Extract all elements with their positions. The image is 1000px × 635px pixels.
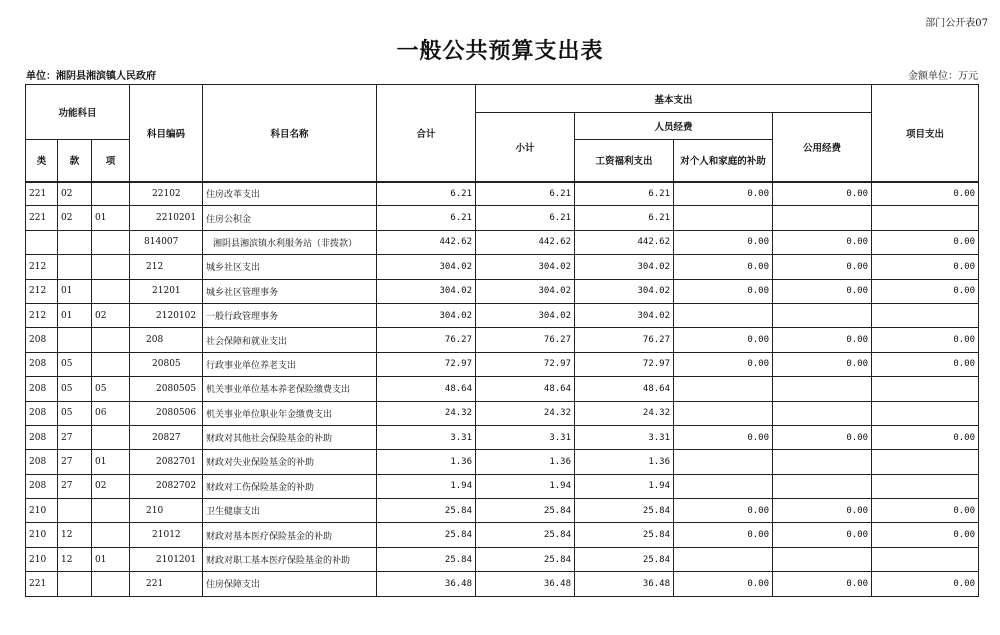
cell-individual	[674, 206, 773, 230]
cell-public	[773, 206, 872, 230]
cell-salary: 1.94	[575, 474, 674, 498]
cell-salary: 25.84	[575, 547, 674, 571]
cell-salary: 304.02	[575, 255, 674, 279]
cell-public: 0.00	[773, 425, 872, 449]
cell-code: 2080506	[130, 401, 203, 425]
cell-xiang	[92, 572, 130, 596]
cell-lei: 208	[26, 425, 58, 449]
cell-code: 2120102	[130, 303, 203, 327]
cell-total: 24.32	[377, 401, 476, 425]
cell-name: 一般行政管理事务	[203, 303, 377, 327]
cell-individual: 0.00	[674, 499, 773, 523]
cell-subtotal: 6.21	[476, 206, 575, 230]
table-row	[26, 377, 979, 401]
page-title: 一般公共预算支出表	[396, 38, 604, 64]
cell-salary: 304.02	[575, 303, 674, 327]
cell-project: 0.00	[872, 523, 979, 547]
cell-name: 财政对工伤保险基金的补助	[203, 474, 377, 498]
cell-total: 72.97	[377, 352, 476, 376]
cell-xiang	[92, 255, 130, 279]
cell-lei: 210	[26, 499, 58, 523]
cell-salary: 6.21	[575, 182, 674, 206]
cell-salary: 1.36	[575, 450, 674, 474]
cell-salary: 304.02	[575, 279, 674, 303]
cell-total: 1.36	[377, 450, 476, 474]
cell-public: 0.00	[773, 328, 872, 352]
cell-subtotal: 304.02	[476, 255, 575, 279]
cell-project	[872, 450, 979, 474]
header-total: 合计	[377, 85, 476, 182]
cell-subtotal: 48.64	[476, 377, 575, 401]
cell-public	[773, 401, 872, 425]
cell-code: 20805	[130, 352, 203, 376]
cell-kuan: 02	[58, 206, 92, 230]
cell-public: 0.00	[773, 352, 872, 376]
cell-code: 21012	[130, 523, 203, 547]
cell-xiang	[92, 328, 130, 352]
cell-xiang: 01	[92, 450, 130, 474]
cell-name: 湘阴县湘滨镇水利服务站（非拨款）	[203, 230, 377, 254]
cell-kuan: 12	[58, 547, 92, 571]
header-personnel: 人员经费	[575, 113, 773, 140]
cell-public: 0.00	[773, 230, 872, 254]
cell-name: 机关事业单位基本养老保险缴费支出	[203, 377, 377, 401]
cell-total: 3.31	[377, 425, 476, 449]
cell-total: 304.02	[377, 303, 476, 327]
cell-xiang	[92, 230, 130, 254]
table-row	[26, 572, 979, 596]
cell-individual	[674, 474, 773, 498]
cell-kuan: 02	[58, 182, 92, 206]
cell-total: 25.84	[377, 523, 476, 547]
cell-code: 210	[130, 499, 203, 523]
cell-name: 财政对基本医疗保险基金的补助	[203, 523, 377, 547]
unit-label: 单位：湘阴县湘滨镇人民政府	[26, 71, 156, 82]
cell-kuan: 27	[58, 450, 92, 474]
budget-table	[25, 84, 979, 597]
cell-public: 0.00	[773, 255, 872, 279]
cell-salary: 76.27	[575, 328, 674, 352]
cell-total: 6.21	[377, 182, 476, 206]
cell-kuan: 05	[58, 401, 92, 425]
cell-project	[872, 401, 979, 425]
cell-name: 住房保障支出	[203, 572, 377, 596]
table-row	[26, 255, 979, 279]
cell-public: 0.00	[773, 182, 872, 206]
cell-code: 814007	[130, 230, 203, 254]
table-row	[26, 499, 979, 523]
cell-code: 2082701	[130, 450, 203, 474]
table-row	[26, 206, 979, 230]
header-code: 科目编码	[130, 85, 203, 182]
cell-salary: 3.31	[575, 425, 674, 449]
cell-salary: 25.84	[575, 523, 674, 547]
cell-salary: 6.21	[575, 206, 674, 230]
cell-project: 0.00	[872, 230, 979, 254]
table-row	[26, 303, 979, 327]
cell-individual: 0.00	[674, 352, 773, 376]
table-row	[26, 230, 979, 254]
cell-code: 21201	[130, 279, 203, 303]
cell-kuan: 05	[58, 352, 92, 376]
cell-name: 行政事业单位养老支出	[203, 352, 377, 376]
cell-subtotal: 72.97	[476, 352, 575, 376]
cell-xiang	[92, 182, 130, 206]
cell-lei: 210	[26, 547, 58, 571]
cell-individual: 0.00	[674, 328, 773, 352]
cell-total: 76.27	[377, 328, 476, 352]
table-row	[26, 182, 979, 206]
cell-lei: 208	[26, 401, 58, 425]
cell-lei: 210	[26, 523, 58, 547]
cell-salary: 72.97	[575, 352, 674, 376]
cell-name: 住房公积金	[203, 206, 377, 230]
table-row	[26, 352, 979, 376]
cell-project: 0.00	[872, 572, 979, 596]
cell-total: 6.21	[377, 206, 476, 230]
cell-subtotal: 304.02	[476, 303, 575, 327]
cell-kuan: 27	[58, 474, 92, 498]
cell-total: 304.02	[377, 279, 476, 303]
cell-name: 财政对失业保险基金的补助	[203, 450, 377, 474]
cell-subtotal: 24.32	[476, 401, 575, 425]
cell-xiang	[92, 523, 130, 547]
cell-lei: 212	[26, 303, 58, 327]
cell-individual	[674, 450, 773, 474]
cell-public	[773, 474, 872, 498]
cell-xiang: 01	[92, 547, 130, 571]
cell-xiang	[92, 499, 130, 523]
cell-code: 208	[130, 328, 203, 352]
cell-xiang: 02	[92, 303, 130, 327]
cell-individual: 0.00	[674, 255, 773, 279]
cell-public	[773, 547, 872, 571]
cell-xiang	[92, 425, 130, 449]
cell-xiang: 05	[92, 377, 130, 401]
cell-individual	[674, 303, 773, 327]
cell-code: 2210201	[130, 206, 203, 230]
cell-total: 36.48	[377, 572, 476, 596]
header-public: 公用经费	[773, 113, 872, 182]
cell-code: 2080505	[130, 377, 203, 401]
header-functional-subject: 功能科目	[26, 85, 130, 140]
cell-lei: 221	[26, 206, 58, 230]
cell-xiang: 01	[92, 206, 130, 230]
cell-project: 0.00	[872, 425, 979, 449]
cell-lei: 212	[26, 279, 58, 303]
cell-kuan: 01	[58, 279, 92, 303]
table-row	[26, 474, 979, 498]
cell-salary: 24.32	[575, 401, 674, 425]
cell-total: 442.62	[377, 230, 476, 254]
cell-project: 0.00	[872, 328, 979, 352]
cell-subtotal: 25.84	[476, 547, 575, 571]
cell-code: 2082702	[130, 474, 203, 498]
cell-subtotal: 3.31	[476, 425, 575, 449]
cell-individual: 0.00	[674, 230, 773, 254]
table-row	[26, 425, 979, 449]
cell-subtotal: 6.21	[476, 182, 575, 206]
cell-kuan: 01	[58, 303, 92, 327]
cell-subtotal: 36.48	[476, 572, 575, 596]
cell-project	[872, 474, 979, 498]
money-unit-label: 金额单位：万元	[908, 71, 978, 82]
cell-lei: 208	[26, 328, 58, 352]
cell-name: 城乡社区管理事务	[203, 279, 377, 303]
cell-project: 0.00	[872, 499, 979, 523]
cell-total: 304.02	[377, 255, 476, 279]
cell-kuan	[58, 230, 92, 254]
cell-individual: 0.00	[674, 425, 773, 449]
cell-lei: 208	[26, 474, 58, 498]
cell-code: 212	[130, 255, 203, 279]
cell-individual	[674, 547, 773, 571]
form-code: 部门公开表07	[925, 18, 988, 29]
cell-name: 城乡社区支出	[203, 255, 377, 279]
cell-xiang	[92, 352, 130, 376]
cell-subtotal: 76.27	[476, 328, 575, 352]
header-kuan: 款	[58, 140, 92, 182]
cell-code: 22102	[130, 182, 203, 206]
cell-individual	[674, 401, 773, 425]
cell-public: 0.00	[773, 523, 872, 547]
cell-name: 财政对职工基本医疗保险基金的补助	[203, 547, 377, 571]
cell-lei: 221	[26, 182, 58, 206]
cell-kuan	[58, 255, 92, 279]
cell-public: 0.00	[773, 572, 872, 596]
cell-salary: 48.64	[575, 377, 674, 401]
header-xiang: 项	[92, 140, 130, 182]
cell-xiang: 02	[92, 474, 130, 498]
cell-kuan	[58, 572, 92, 596]
cell-subtotal: 442.62	[476, 230, 575, 254]
table-row	[26, 279, 979, 303]
cell-project	[872, 547, 979, 571]
table-row	[26, 450, 979, 474]
cell-name: 卫生健康支出	[203, 499, 377, 523]
cell-lei: 208	[26, 450, 58, 474]
cell-project: 0.00	[872, 255, 979, 279]
cell-total: 25.84	[377, 547, 476, 571]
cell-project	[872, 303, 979, 327]
cell-lei: 212	[26, 255, 58, 279]
cell-subtotal: 304.02	[476, 279, 575, 303]
header-name: 科目名称	[203, 85, 377, 182]
cell-kuan	[58, 499, 92, 523]
cell-public: 0.00	[773, 279, 872, 303]
cell-salary: 36.48	[575, 572, 674, 596]
header-basic: 基本支出	[476, 85, 872, 113]
header-project: 项目支出	[872, 85, 979, 182]
table-row	[26, 401, 979, 425]
cell-individual: 0.00	[674, 279, 773, 303]
cell-lei: 221	[26, 572, 58, 596]
cell-subtotal: 1.36	[476, 450, 575, 474]
cell-individual: 0.00	[674, 523, 773, 547]
cell-name: 机关事业单位职业年金缴费支出	[203, 401, 377, 425]
cell-project: 0.00	[872, 352, 979, 376]
cell-subtotal: 25.84	[476, 499, 575, 523]
cell-project	[872, 377, 979, 401]
cell-total: 48.64	[377, 377, 476, 401]
cell-public: 0.00	[773, 499, 872, 523]
cell-salary: 442.62	[575, 230, 674, 254]
cell-kuan	[58, 328, 92, 352]
table-row	[26, 328, 979, 352]
cell-subtotal: 1.94	[476, 474, 575, 498]
cell-project: 0.00	[872, 182, 979, 206]
cell-total: 1.94	[377, 474, 476, 498]
cell-public	[773, 450, 872, 474]
cell-name: 财政对其他社会保险基金的补助	[203, 425, 377, 449]
cell-subtotal: 25.84	[476, 523, 575, 547]
cell-code: 221	[130, 572, 203, 596]
cell-total: 25.84	[377, 499, 476, 523]
cell-lei: 208	[26, 377, 58, 401]
cell-code: 2101201	[130, 547, 203, 571]
header-lei: 类	[26, 140, 58, 182]
header-salary: 工资福利支出	[575, 140, 674, 182]
cell-kuan: 05	[58, 377, 92, 401]
table-row	[26, 547, 979, 571]
cell-public	[773, 377, 872, 401]
cell-lei: 208	[26, 352, 58, 376]
cell-xiang: 06	[92, 401, 130, 425]
header-individual: 对个人和家庭的补助	[674, 140, 773, 182]
cell-lei	[26, 230, 58, 254]
cell-individual	[674, 377, 773, 401]
cell-xiang	[92, 279, 130, 303]
cell-public	[773, 303, 872, 327]
table-row	[26, 523, 979, 547]
cell-individual: 0.00	[674, 182, 773, 206]
cell-project	[872, 206, 979, 230]
cell-kuan: 27	[58, 425, 92, 449]
cell-code: 20827	[130, 425, 203, 449]
cell-kuan: 12	[58, 523, 92, 547]
cell-name: 社会保障和就业支出	[203, 328, 377, 352]
header-subtotal: 小计	[476, 113, 575, 182]
cell-salary: 25.84	[575, 499, 674, 523]
cell-individual: 0.00	[674, 572, 773, 596]
cell-name: 住房改革支出	[203, 182, 377, 206]
cell-project: 0.00	[872, 279, 979, 303]
